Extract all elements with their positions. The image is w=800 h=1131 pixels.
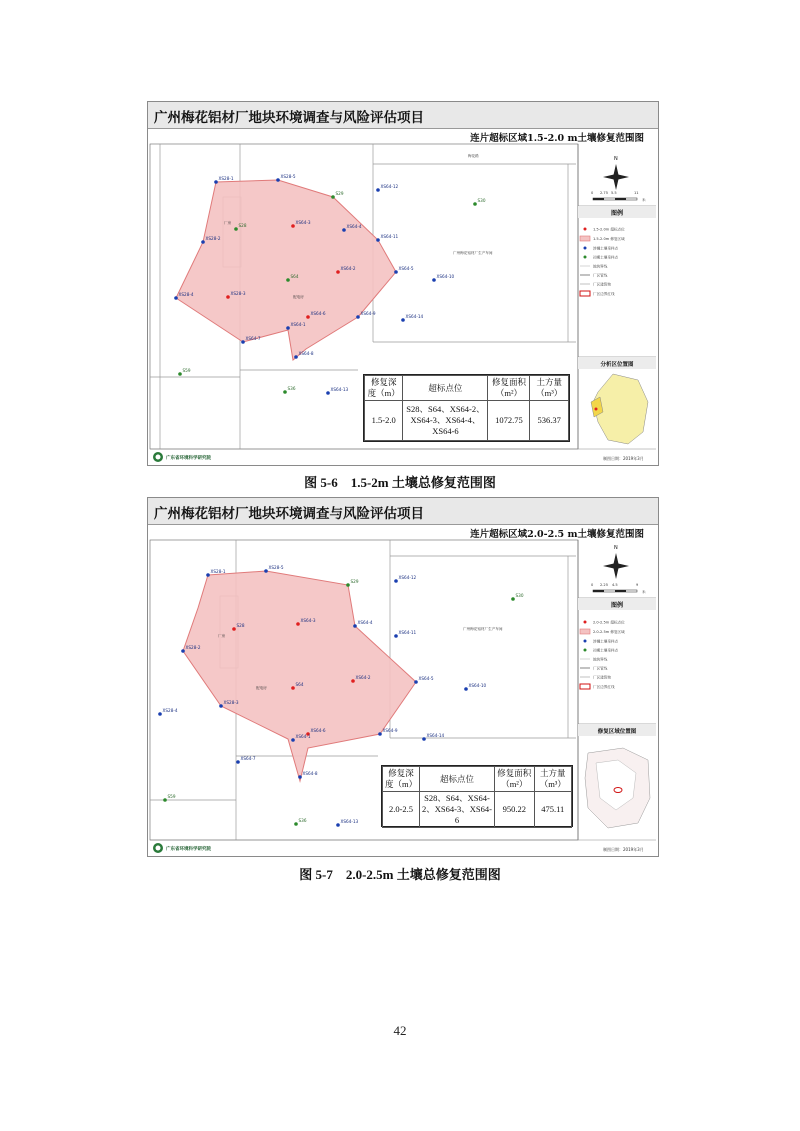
sample-point-s59 <box>163 798 167 802</box>
scale-2-label-1: 2.25 <box>600 583 609 587</box>
sample-point-s36 <box>294 822 298 826</box>
sample-label-xs28-2: XS28-2 <box>205 236 221 241</box>
sample-point-xs64-14 <box>401 318 405 322</box>
scale-1-label-3: 11 <box>634 191 639 195</box>
legend-1-item-5: 厂区管线 <box>593 273 608 278</box>
legend-2 <box>580 620 625 690</box>
sample-point-xs28-1 <box>206 573 210 577</box>
sample-point-xs64-3 <box>291 224 295 228</box>
map-subtitle-2: 连片超标区域2.0-2.5 m土壤修复范围图 <box>470 529 644 540</box>
sample-point-xs64-1 <box>291 738 295 742</box>
sample-label-xs64-3: XS64-3 <box>295 220 311 225</box>
sample-label-xs64-3: XS64-3 <box>300 618 316 623</box>
sample-label-xs64-12: XS64-12 <box>380 184 399 189</box>
sample-label-xs64-10: XS64-10 <box>436 274 455 279</box>
sample-label-xs64-14: XS64-14 <box>426 733 445 738</box>
sample-point-xs64-13 <box>336 823 340 827</box>
legend-1-item-1: 1.5-2.0m 修复区域 <box>593 237 625 241</box>
sample-point-xs28-1 <box>214 180 218 184</box>
remediation-table-2 <box>381 765 573 827</box>
sample-label-xs28-1: XS28-1 <box>210 569 226 574</box>
legend-1-item-4: 地块界线 <box>593 264 608 269</box>
sample-point-s28 <box>232 627 236 631</box>
sample-point-xs64-7 <box>241 340 245 344</box>
sample-label-xs64-1: XS64-1 <box>290 322 306 327</box>
figure-caption-2: 图 5-7 2.0-2.5m 土壤总修复范围图 <box>299 867 501 882</box>
locator-1-title: 分析区位置图 <box>600 362 634 368</box>
legend-1-item-3: 初期土壤采样点 <box>593 255 619 260</box>
sample-label-xs64-8: XS64-8 <box>298 351 314 356</box>
sample-point-xs64-7 <box>236 760 240 764</box>
sample-point-s64 <box>286 278 290 282</box>
sample-label-xs28-3: XS28-3 <box>223 700 239 705</box>
sample-point-xs28-5 <box>264 569 268 573</box>
org-name-2: 广东省环境科学研究院 <box>166 847 211 852</box>
sample-label-xs28-5: XS28-5 <box>280 174 296 179</box>
table-1-header-volume: 土方量（m³） <box>530 376 569 401</box>
sample-label-s30: S30 <box>515 593 524 598</box>
scale-2-label-0: 0 <box>591 583 594 587</box>
figure-caption-1: 图 5-6 1.5-2m 土壤总修复范围图 <box>304 475 496 490</box>
sample-label-xs28-3: XS28-3 <box>230 291 246 296</box>
map-1-road-label: 梅花路 <box>468 154 479 158</box>
sample-label-xs64-4: XS64-4 <box>357 620 373 625</box>
sample-label-xs64-1: XS64-1 <box>295 734 311 739</box>
map-1-inner-a: 厂房 <box>224 221 232 225</box>
map-subtitle-1: 连片超标区域1.5-2.0 m土壤修复范围图 <box>470 133 644 144</box>
sample-label-xs28-4: XS28-4 <box>162 708 178 713</box>
sample-label-s30: S30 <box>477 198 486 203</box>
figure-1 <box>147 101 659 466</box>
sample-label-xs28-2: XS28-2 <box>185 645 201 650</box>
sample-label-xs64-6: XS64-6 <box>310 311 326 316</box>
sample-point-xs64-5 <box>414 680 418 684</box>
legend-1-item-2: 涉嫌土壤采样点 <box>593 246 619 251</box>
sample-label-xs64-4: XS64-4 <box>346 224 362 229</box>
footer-date-1: 制图日期：2019年3月 <box>603 456 644 461</box>
sample-label-xs64-9: XS64-9 <box>360 311 376 316</box>
sample-point-xs28-2 <box>181 649 185 653</box>
sample-point-xs64-4 <box>342 228 346 232</box>
sample-point-s29 <box>346 583 350 587</box>
scale-2-label-2: 4.5 <box>612 583 618 587</box>
sample-point-xs64-10 <box>432 278 436 282</box>
sample-label-xs64-12: XS64-12 <box>398 575 417 580</box>
map-1-inner-b: 配电房 <box>293 295 304 299</box>
sample-point-xs64-14 <box>422 737 426 741</box>
sample-label-s64: S64 <box>290 274 299 279</box>
table-2-header-depth: 修复深度（m） <box>383 767 420 792</box>
sample-label-xs64-13: XS64-13 <box>330 387 349 392</box>
compass-2-label: N <box>614 545 618 551</box>
sample-point-xs64-4 <box>353 624 357 628</box>
sample-label-xs64-7: XS64-7 <box>245 336 261 341</box>
legend-2-item-1: 2.0-2.5m 修复区域 <box>593 630 625 634</box>
scale-1-label-1: 2.75 <box>600 191 609 195</box>
sample-point-s36 <box>283 390 287 394</box>
sample-point-xs64-11 <box>394 634 398 638</box>
sample-point-s64 <box>291 686 295 690</box>
legend-2-item-0: 2.0-2.5m 超标点位 <box>593 620 625 625</box>
sample-point-xs28-5 <box>276 178 280 182</box>
sample-point-s30 <box>511 597 515 601</box>
org-name-1: 广东省环境科学研究院 <box>166 456 211 461</box>
sample-label-s28: S28 <box>238 223 247 228</box>
legend-2-item-3: 初期土壤采样点 <box>593 648 619 653</box>
table-1-header-points: 超标点位 <box>403 376 488 401</box>
legend-2-item-4: 地块界线 <box>593 657 608 662</box>
sample-point-xs64-8 <box>294 355 298 359</box>
sample-point-xs64-9 <box>356 315 360 319</box>
legend-2-item-7: 厂区边界红线 <box>593 685 615 689</box>
table-1-cell-points: S28、S64、XS64-2、XS64-3、XS64-4、XS64-6 <box>403 401 488 441</box>
sample-label-xs28-4: XS28-4 <box>178 292 194 297</box>
sample-label-xs64-13: XS64-13 <box>340 819 359 824</box>
sample-point-xs64-12 <box>394 579 398 583</box>
sample-point-xs64-10 <box>464 687 468 691</box>
sample-label-s64: S64 <box>295 682 304 687</box>
locator-2-title: 修复区域位置图 <box>597 729 637 735</box>
project-title-bar-1 <box>148 102 658 129</box>
compass-2 <box>603 545 629 579</box>
project-title-bar-2 <box>148 498 658 525</box>
compass-1-label: N <box>614 156 618 162</box>
sample-point-xs64-9 <box>378 732 382 736</box>
table-1-header-area: 修复面积（m²） <box>488 376 530 401</box>
legend-1-item-7: 厂区边界红线 <box>593 292 615 296</box>
sample-label-xs64-2: XS64-2 <box>340 266 356 271</box>
table-1-header-depth: 修复深度（m） <box>365 376 403 401</box>
map-2-site-label: 广州梅花铝材厂生产车间 <box>463 627 503 631</box>
scale-2-label-3: 9 <box>636 583 639 587</box>
sample-label-s29: S29 <box>335 191 344 196</box>
map-2-inner-b: 配电房 <box>256 686 267 690</box>
legend-1-item-6: 厂区建筑物 <box>593 282 611 287</box>
scale-bar-2 <box>591 583 646 594</box>
sample-point-xs64-3 <box>296 622 300 626</box>
table-2-cell-volume: 475.11 <box>534 792 571 828</box>
org-logo-1 <box>153 452 163 462</box>
table-1-cell-area: 1072.75 <box>488 401 530 441</box>
scale-1-label-4: 米 <box>642 198 646 202</box>
sample-point-xs64-2 <box>351 679 355 683</box>
sample-label-s59: S59 <box>167 794 176 799</box>
legend-2-item-2: 涉嫌土壤采样点 <box>593 639 619 644</box>
table-2-cell-area: 950.22 <box>495 792 535 828</box>
locator-map-1 <box>591 374 648 444</box>
sample-label-xs64-14: XS64-14 <box>405 314 424 319</box>
sample-point-xs64-11 <box>376 238 380 242</box>
sample-point-xs64-8 <box>298 775 302 779</box>
table-1-cell-depth: 1.5-2.0 <box>365 401 403 441</box>
sample-label-s59: S59 <box>182 368 191 373</box>
sample-label-s36: S36 <box>298 818 307 823</box>
table-2-header-area: 修复面积（m²） <box>495 767 535 792</box>
legend-2-item-5: 厂区管线 <box>593 666 608 671</box>
project-title-2: 广州梅花铝材厂地块环境调查与风险评估项目 <box>154 506 424 522</box>
sample-point-xs64-5 <box>394 270 398 274</box>
page-number: 42 <box>393 1023 407 1038</box>
scale-2-label-4: 米 <box>642 590 646 594</box>
map-2-inner-a: 厂房 <box>218 634 226 638</box>
table-2-header-volume: 土方量（m³） <box>534 767 571 792</box>
map-1-site-label: 广州梅花铝材厂生产车间 <box>453 251 493 255</box>
compass-1 <box>603 156 629 190</box>
remediation-table-1 <box>363 374 570 442</box>
sample-point-xs64-6 <box>306 315 310 319</box>
sample-label-xs64-5: XS64-5 <box>418 676 434 681</box>
sample-label-xs28-1: XS28-1 <box>218 176 234 181</box>
sample-point-s59 <box>178 372 182 376</box>
scale-bar-1 <box>591 191 646 202</box>
sample-label-xs64-11: XS64-11 <box>380 234 399 239</box>
legend-1-title: 图例 <box>610 210 624 217</box>
project-title-1: 广州梅花铝材厂地块环境调查与风险评估项目 <box>154 110 424 126</box>
scale-1-label-2: 5.5 <box>611 191 617 195</box>
sample-point-xs64-12 <box>376 188 380 192</box>
sample-point-xs28-4 <box>174 296 178 300</box>
table-2-cell-points: S28、S64、XS64-2、XS64-3、XS64-6 <box>420 792 495 828</box>
sample-point-xs64-1 <box>286 326 290 330</box>
locator-map-2 <box>585 748 650 828</box>
legend-2-title: 图例 <box>610 602 624 609</box>
sample-label-s28: S28 <box>236 623 245 628</box>
sample-point-s28 <box>234 227 238 231</box>
sample-label-xs64-8: XS64-8 <box>302 771 318 776</box>
table-2-cell-depth: 2.0-2.5 <box>383 792 420 828</box>
org-logo-2 <box>153 843 163 853</box>
sample-label-xs64-7: XS64-7 <box>240 756 256 761</box>
sample-label-xs64-5: XS64-5 <box>398 266 414 271</box>
sample-point-xs28-2 <box>201 240 205 244</box>
sample-point-xs28-3 <box>219 704 223 708</box>
sample-label-s29: S29 <box>350 579 359 584</box>
sample-label-xs64-10: XS64-10 <box>468 683 487 688</box>
legend-1-item-0: 1.5-2.0m 超标点位 <box>593 227 625 232</box>
sample-label-xs64-6: XS64-6 <box>310 728 326 733</box>
legend-1 <box>580 227 625 297</box>
sample-point-s29 <box>331 195 335 199</box>
sample-point-s30 <box>473 202 477 206</box>
sample-point-xs28-3 <box>226 295 230 299</box>
figure-2 <box>147 497 659 857</box>
scale-1-label-0: 0 <box>591 191 594 195</box>
sample-label-xs64-11: XS64-11 <box>398 630 417 635</box>
legend-2-item-6: 厂区建筑物 <box>593 675 611 680</box>
sample-label-s36: S36 <box>287 386 296 391</box>
footer-date-2: 制图日期：2019年3月 <box>603 847 644 852</box>
sample-point-xs64-13 <box>326 391 330 395</box>
table-1-cell-volume: 536.37 <box>530 401 569 441</box>
sample-point-xs64-2 <box>336 270 340 274</box>
sample-point-xs28-4 <box>158 712 162 716</box>
sample-label-xs64-2: XS64-2 <box>355 675 371 680</box>
sample-label-xs64-9: XS64-9 <box>382 728 398 733</box>
sample-label-xs28-5: XS28-5 <box>268 565 284 570</box>
table-2-header-points: 超标点位 <box>420 767 495 792</box>
